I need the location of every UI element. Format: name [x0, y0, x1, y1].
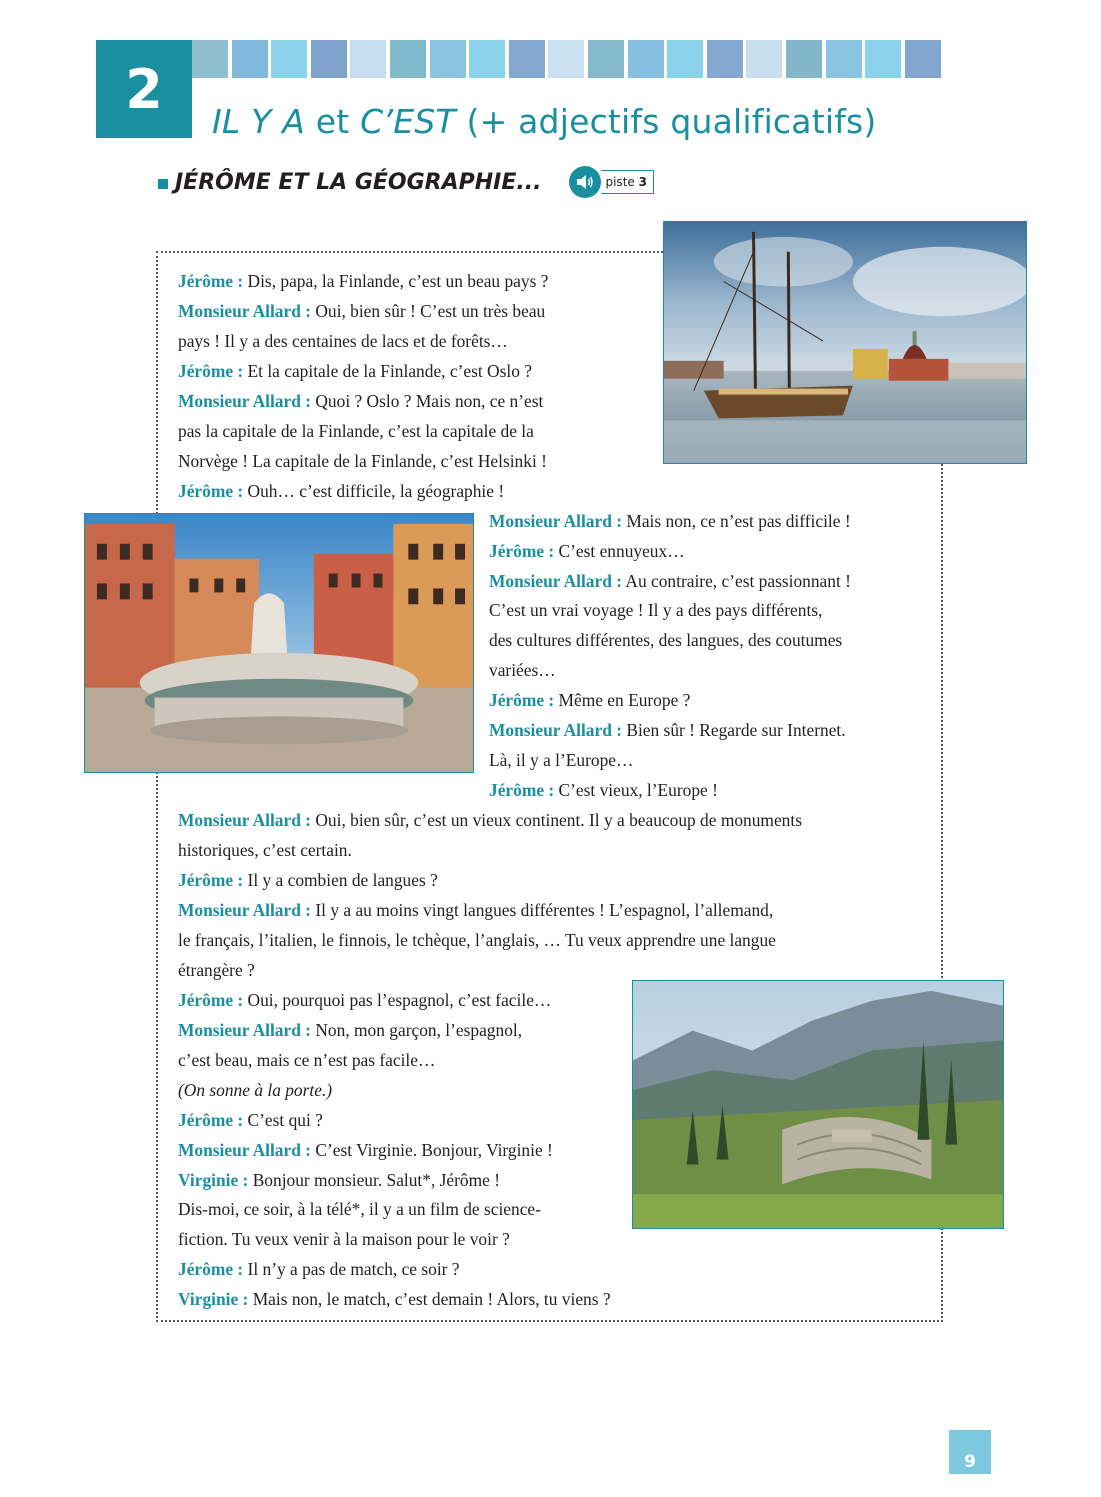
chapter-number-box	[96, 40, 192, 138]
dialogue-line	[178, 1019, 522, 1041]
dialogue-text: Quoi ? Oslo ? Mais non, ce n’est	[311, 390, 544, 411]
track-word: piste	[605, 175, 635, 189]
dialogue-line	[489, 570, 851, 592]
section-heading-row	[158, 166, 654, 198]
dialogue-line	[178, 300, 545, 322]
title-il-y-a: IL Y A	[212, 102, 306, 141]
dialogue-line	[178, 1198, 541, 1220]
strip-square	[588, 40, 624, 78]
speaker-name: Jérôme :	[489, 780, 555, 801]
dialogue-line	[489, 779, 718, 801]
section-subtitle: JÉRÔME ET LA GÉOGRAPHIE...	[175, 169, 542, 195]
stage-direction: (On sonne à la porte.)	[178, 1079, 333, 1100]
dialogue-line	[489, 599, 822, 621]
dialogue-line	[489, 510, 851, 532]
strip-square	[826, 40, 862, 78]
strip-square	[509, 40, 545, 78]
dialogue-text: Il y a au moins vingt langues différentes ! L’espagnol, l’allemand,	[311, 899, 774, 920]
page-number: 9	[964, 1452, 976, 1472]
title-et: et	[305, 102, 361, 141]
dialogue-text: Oui, bien sûr ! C’est un très beau	[311, 300, 546, 321]
strip-square	[469, 40, 505, 78]
dialogue-line	[178, 1139, 553, 1161]
dialogue-line	[178, 360, 532, 382]
dialogue-text: Dis-moi, ce soir, à la télé*, il y a un film de science-	[178, 1199, 541, 1220]
speaker-name: Monsieur Allard :	[489, 720, 623, 741]
dialogue-line	[178, 899, 773, 921]
dialogue-text: Mais non, le match, c’est demain ! Alors, tu viens ?	[248, 1289, 611, 1310]
strip-square	[548, 40, 584, 78]
title-c-est: C’EST	[360, 102, 456, 141]
speaker-name: Monsieur Allard :	[178, 1019, 312, 1040]
strip-square	[865, 40, 901, 78]
dialogue-text: historiques, c’est certain.	[178, 840, 352, 861]
dialogue-line	[178, 809, 802, 831]
speaker-name: Monsieur Allard :	[489, 510, 623, 531]
strip-square	[232, 40, 268, 78]
speaker-name: Virginie :	[178, 1169, 249, 1190]
dialogue-text: fiction. Tu veux venir à la maison pour le voir ?	[178, 1229, 510, 1250]
dialogue-text: pays ! Il y a des centaines de lacs et de forêts…	[178, 330, 508, 351]
dialogue-line	[178, 1288, 611, 1310]
speaker-name: Monsieur Allard :	[178, 300, 312, 321]
dialogue-line	[489, 629, 842, 651]
dialogue-text: Dis, papa, la Finlande, c’est un beau pays ?	[243, 271, 549, 291]
section-bullet	[158, 179, 168, 189]
speaker-name: Jérôme :	[178, 480, 244, 501]
page-title	[212, 102, 877, 141]
audio-track-badge[interactable]	[569, 166, 653, 198]
strip-square	[271, 40, 307, 78]
dialogue-text: Mais non, ce n’est pas difficile !	[622, 510, 851, 531]
dialogue-line	[489, 659, 556, 681]
dialogue-text: Ouh… c’est difficile, la géographie !	[243, 480, 505, 501]
dialogue-line	[178, 839, 352, 861]
photo-rome-fountain	[84, 513, 474, 773]
strip-square	[311, 40, 347, 78]
dialogue-text: Au contraire, c’est passionnant !	[622, 570, 851, 591]
page-number-box	[949, 1430, 991, 1474]
dialogue-line	[489, 719, 846, 741]
track-number: 3	[638, 175, 647, 189]
dialogue-text: Oui, bien sûr, c’est un vieux continent. Il y a beaucoup de monuments	[311, 810, 802, 831]
speaker-name: Jérôme :	[178, 1109, 244, 1130]
photo-greek-theatre	[632, 980, 1004, 1229]
dialogue-line	[178, 450, 547, 472]
speaker-name: Jérôme :	[489, 690, 555, 711]
dialogue-line	[178, 959, 255, 981]
dialogue-text: Non, mon garçon, l’espagnol,	[311, 1019, 523, 1040]
dialogue-text: c’est beau, mais ce n’est pas facile…	[178, 1049, 436, 1070]
speaker-name: Jérôme :	[489, 540, 555, 561]
dialogue-text: Oui, pourquoi pas l’espagnol, c’est facile…	[243, 989, 552, 1010]
dialogue-text: le français, l’italien, le finnois, le tchèque, l’anglais, … Tu veux apprendre une langue	[178, 929, 776, 950]
strip-square	[430, 40, 466, 78]
dialogue-text: des cultures différentes, des langues, des coutumes	[489, 630, 843, 651]
strip-square	[390, 40, 426, 78]
dialogue-line	[178, 929, 776, 951]
dialogue-line	[178, 1109, 323, 1131]
photo-helsinki-harbour	[663, 221, 1027, 464]
speaker-name: Jérôme :	[178, 870, 244, 890]
strip-square	[667, 40, 703, 78]
chapter-number: 2	[125, 57, 163, 121]
speaker-icon[interactable]	[569, 166, 601, 198]
dialogue-text: C’est qui ?	[243, 1109, 323, 1130]
dialogue-text: Et la capitale de la Finlande, c’est Oslo ?	[243, 360, 532, 381]
strip-square	[350, 40, 386, 78]
strip-square	[746, 40, 782, 78]
dialogue-line	[178, 1169, 500, 1191]
strip-square	[628, 40, 664, 78]
dialogue-text: étrangère ?	[178, 959, 255, 980]
dialogue-text: C’est Virginie. Bonjour, Virginie !	[311, 1139, 553, 1160]
dialogue-text: Bonjour monsieur. Salut*, Jérôme !	[248, 1169, 501, 1190]
strip-square	[192, 40, 228, 78]
dialogue-line	[178, 390, 543, 412]
dialogue-text: Là, il y a l’Europe…	[489, 750, 634, 771]
dialogue-line	[178, 989, 551, 1011]
dialogue-line	[178, 1049, 435, 1071]
dialogue-line	[178, 869, 438, 891]
decorative-color-strip	[192, 40, 944, 78]
speaker-name: Jérôme :	[178, 1259, 244, 1280]
title-rest: (+ adjectifs qualificatifs)	[455, 102, 877, 141]
speaker-name: Monsieur Allard :	[489, 570, 623, 591]
dialogue-text: C’est ennuyeux…	[554, 540, 685, 561]
strip-square	[707, 40, 743, 78]
dialogue-line	[489, 540, 685, 562]
dialogue-line	[178, 480, 504, 502]
strip-square	[905, 40, 941, 78]
dialogue-line	[178, 270, 548, 292]
speaker-name: Jérôme :	[178, 271, 244, 291]
track-label	[601, 170, 653, 194]
dialogue-text: variées…	[489, 660, 556, 681]
speaker-name: Jérôme :	[178, 989, 244, 1010]
dialogue-text: Il y a combien de langues ?	[243, 870, 438, 890]
dialogue-text: Même en Europe ?	[554, 690, 691, 711]
speaker-name: Monsieur Allard :	[178, 1139, 312, 1160]
dialogue-text: C’est un vrai voyage ! Il y a des pays différents,	[489, 600, 823, 621]
speaker-name: Virginie :	[178, 1289, 249, 1310]
dialogue-line	[178, 330, 508, 352]
dialogue-line	[489, 749, 633, 771]
speaker-name: Monsieur Allard :	[178, 810, 312, 831]
dialogue-text: Norvège ! La capitale de la Finlande, c’est Helsinki !	[178, 450, 547, 471]
dialogue-text: Il n’y a pas de match, ce soir ?	[243, 1259, 460, 1280]
dialogue-line	[178, 1258, 460, 1280]
speaker-name: Monsieur Allard :	[178, 390, 312, 411]
strip-square	[786, 40, 822, 78]
dialogue-text: pas la capitale de la Finlande, c’est la capitale de la	[178, 420, 534, 441]
speaker-name: Monsieur Allard :	[178, 899, 312, 920]
dialogue-line	[178, 1079, 332, 1101]
dialogue-text: Bien sûr ! Regarde sur Internet.	[622, 720, 846, 741]
dialogue-line	[178, 420, 534, 442]
dialogue-line	[178, 1228, 510, 1250]
dialogue-line	[489, 689, 690, 711]
dialogue-text: C’est vieux, l’Europe !	[554, 780, 718, 801]
speaker-name: Jérôme :	[178, 360, 244, 381]
